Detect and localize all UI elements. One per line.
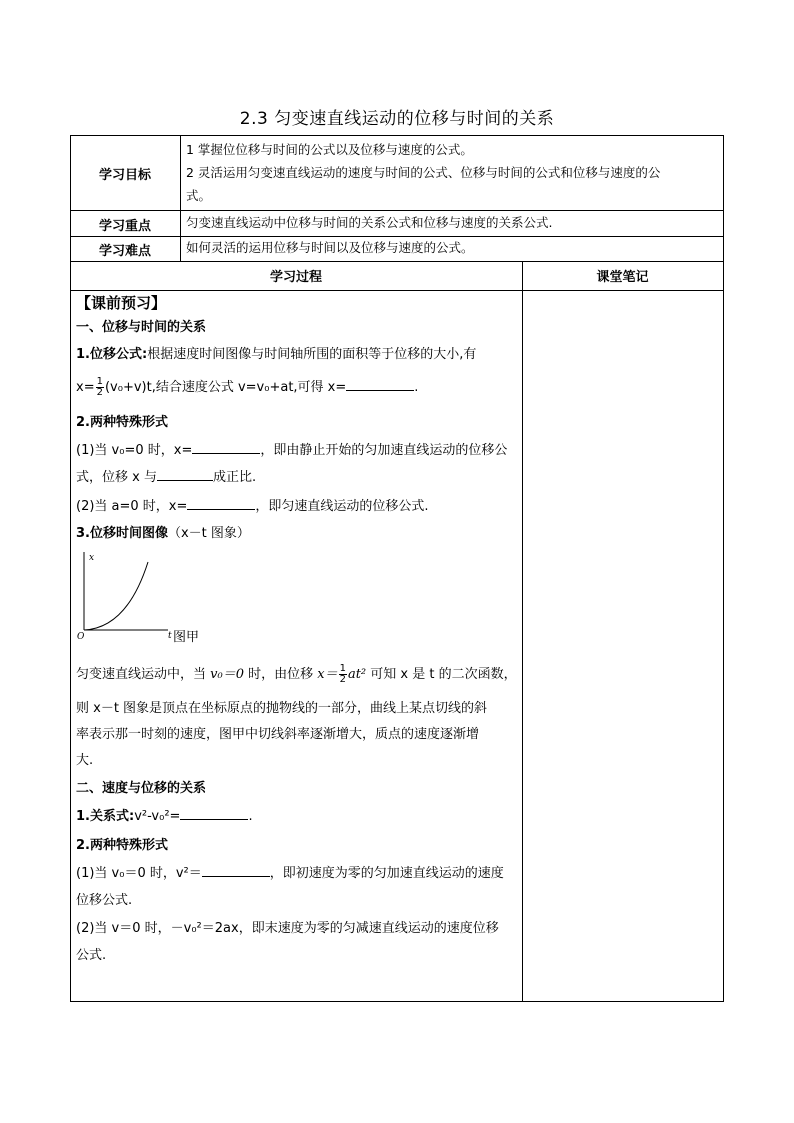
para1-line-1	[76, 662, 520, 688]
answer-blank-proportional[interactable]	[157, 466, 213, 481]
case1-text-c: 式，位移 x 与	[76, 470, 157, 485]
s2-case1-b: ，即初速度为零的匀加速直线运动的速度	[269, 866, 504, 881]
displacement-formula	[76, 375, 520, 401]
parabola-curve	[84, 562, 148, 630]
graph-origin-label: O	[77, 632, 85, 642]
item3-paren: （x－t 图象）	[167, 526, 250, 541]
col-header-process: 学习过程	[269, 270, 322, 285]
relation-label: 1.关系式:	[76, 809, 135, 824]
answer-blank-case1-x[interactable]	[192, 439, 260, 454]
case1-text-a: (1)当 v₀=0 时，x=	[76, 443, 193, 458]
para1-a: 匀变速直线运动中，当	[76, 667, 211, 682]
preview-heading: 【课前预习】	[76, 294, 167, 312]
item1-text: 根据速度时间图像与时间轴所围的面积等于位移的大小,有	[147, 347, 477, 362]
para1-fraction	[339, 664, 347, 685]
case1-line	[76, 438, 520, 464]
s2-case2-line: (2)当 v＝0 时，－v₀²＝2ax，即末速度为零的匀减速直线运动的速度位移	[76, 921, 499, 936]
row-label-difficulties: 学习难点	[98, 244, 151, 259]
answer-blank-relation[interactable]	[180, 805, 248, 820]
relation-end: .	[248, 809, 253, 824]
relation-formula: v²-v₀²=	[134, 809, 181, 824]
section1-heading: 一、位移与时间的关系	[76, 320, 207, 335]
s2-case1-line	[76, 861, 520, 887]
case2-text-a: (2)当 a=0 时，x=	[76, 499, 188, 514]
para1-frac-den: 2	[339, 674, 346, 685]
frac-den: 2	[96, 387, 103, 398]
item1-line	[76, 342, 520, 368]
para1-frac-num: 1	[339, 663, 346, 674]
graph-y-label: x	[89, 553, 95, 563]
frac-num: 1	[96, 376, 103, 387]
case1-text-d: 成正比.	[212, 470, 257, 485]
para1-v0: v₀＝0	[210, 667, 244, 682]
item1-label: 1.位移公式:	[76, 347, 148, 362]
relation-line	[76, 804, 520, 830]
case1-text-b: ，即由静止开始的匀加速直线运动的位移公	[260, 443, 508, 458]
formula-end: .	[414, 380, 419, 395]
fraction-half	[96, 377, 104, 398]
row-label-objectives: 学习目标	[98, 168, 151, 183]
para1-at: at²	[347, 667, 367, 682]
para1-x: x＝	[317, 667, 338, 682]
para1-line-2: 则 x－t 图象是顶点在坐标原点的抛物线的一部分，曲线上某点切线的斜	[76, 701, 488, 716]
special-forms-heading-1: 2.两种特殊形式	[76, 415, 168, 430]
item3-label: 3.位移时间图像	[76, 526, 168, 541]
graph-x-label: t	[168, 631, 172, 641]
answer-blank-v-squared[interactable]	[202, 862, 270, 877]
item3-line	[76, 521, 520, 547]
section2-heading: 二、速度与位移的关系	[76, 781, 207, 796]
case2-text-b: ，即匀速直线运动的位移公式.	[255, 499, 429, 514]
case2-line	[76, 494, 520, 520]
difficulties-text: 如何灵活的运用位移与时间以及位移与速度的公式。	[186, 240, 474, 255]
x-t-graph	[72, 548, 212, 648]
objective-line-2: 2 灵活运用匀变速直线运动的速度与时间的公式、位移与时间的公式和位移与速度的公	[186, 165, 661, 180]
para1-b: 时，由位移	[243, 667, 318, 682]
s2-case2-line-2: 公式.	[76, 948, 107, 963]
s2-case1-a: (1)当 v₀＝0 时，v²＝	[76, 866, 202, 881]
para1-line-4: 大.	[76, 753, 94, 768]
objective-line-3: 式。	[186, 188, 212, 203]
formula-prefix: x=	[76, 380, 95, 395]
s2-case1-line-2: 位移公式.	[76, 893, 133, 908]
page-title: 2.3 匀变速直线运动的位移与时间的关系	[239, 109, 555, 129]
col-header-notes: 课堂笔记	[596, 270, 649, 285]
graph-caption: 图甲	[173, 630, 200, 645]
row-label-key-points: 学习重点	[98, 219, 151, 234]
answer-blank-case2-x[interactable]	[187, 495, 255, 510]
para1-c: 可知 x 是 t 的二次函数，	[366, 667, 517, 682]
para1-line-3: 率表示那一时刻的速度，图甲中切线斜率逐渐增大，质点的速度逐渐增	[76, 727, 480, 742]
answer-blank-x[interactable]	[346, 376, 414, 391]
formula-rest: (v₀+v)t,结合速度公式 v=v₀+at,可得 x=	[104, 380, 347, 395]
key-points-text: 匀变速直线运动中位移与时间的关系公式和位移与速度的关系公式.	[186, 215, 553, 230]
special-forms-heading-2: 2.两种特殊形式	[76, 838, 168, 853]
objective-line-1: 1 掌握位位移与时间的公式以及位移与速度的公式。	[186, 142, 473, 157]
case1-line-2	[76, 465, 520, 491]
